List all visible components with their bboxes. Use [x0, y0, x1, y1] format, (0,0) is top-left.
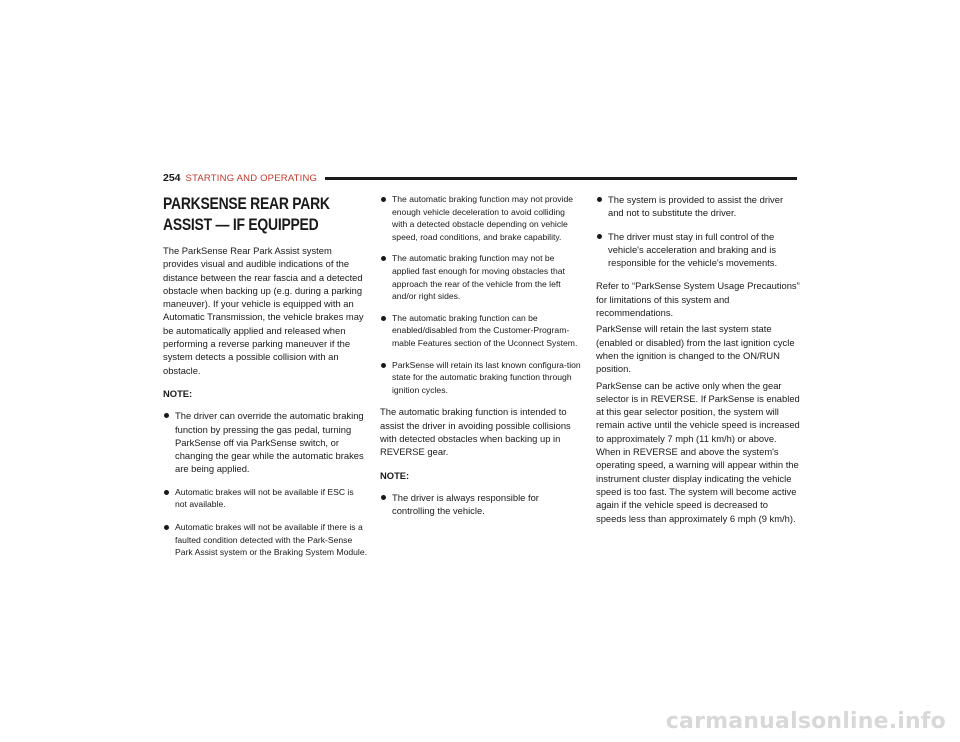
intro-paragraph: The ParkSense Rear Park Assist system provides visual and audible indications of the distance between the rear fascia and a detected obstacle when backing up (e.g. during a parking maneuver). If your vehicle is equipped with an Automatic Transmission, the vehicle brakes may be automatically applied and released when performing a reverse parking maneuver if the system detects a possible collision with an obstacle.: [163, 245, 364, 376]
braking-paragraph: The automatic braking function is intended to assist the driver in avoiding possible collisions with detected obstacles when backing up in REVERSE gear.: [380, 406, 571, 458]
column-2: [380, 193, 582, 526]
note-label: NOTE:: [163, 387, 193, 399]
header-rule: [325, 177, 797, 180]
bullet-icon: [381, 495, 386, 500]
note-label: NOTE:: [380, 469, 410, 481]
paragraph: ParkSense will retain the last system state (enabled or disabled) from the last ignition cycle when the ignition is changed to the ON/RUN position.: [596, 323, 795, 375]
list-item: The automatic braking function may not be applied fast enough for moving obstacles that approach the rear of the vehicle from the left and/or right sides.: [380, 252, 582, 302]
column-3: [596, 193, 800, 528]
list-item: The driver is always responsible for controlling the vehicle.: [380, 491, 582, 518]
list-item: The driver can override the automatic braking function by pressing the gas pedal, turning ParkSense off via ParkSense switch, or changing the gear while the automatic brakes are being applied.: [163, 409, 367, 475]
list-item: The driver must stay in full control of the vehicle's acceleration and braking and is responsible for the vehicle's movements.: [596, 230, 800, 270]
page-number: 254: [163, 172, 181, 184]
column-1: [163, 193, 367, 569]
note-list: [163, 409, 367, 558]
bullet-icon: [381, 316, 386, 321]
bullet-icon: [164, 490, 169, 495]
bullet-icon: [381, 197, 386, 202]
paragraph: Refer to “ParkSense System Usage Precautions” for limitations of this system and recommendations.: [596, 280, 800, 319]
note-list-2: [380, 491, 582, 518]
watermark: carmanualsonline.info: [665, 709, 946, 734]
bullet-icon: [381, 363, 386, 368]
page-title: PARKSENSE REAR PARK ASSIST — IF EQUIPPED: [163, 194, 330, 234]
bullet-icon: [164, 413, 169, 418]
section-title: STARTING AND OPERATING: [185, 172, 318, 184]
list-item: Automatic brakes will not be available if there is a faulted condition detected with the Park-Sense Park Assist system or the Braking System Module.: [163, 521, 367, 559]
bullet-icon: [597, 197, 602, 202]
bullet-icon: [381, 256, 386, 261]
note-list-continued: [380, 193, 582, 396]
bullet-icon: [164, 525, 169, 530]
list-item: The system is provided to assist the driver and not to substitute the driver.: [596, 193, 800, 220]
list-item: ParkSense will retain its last known configura-tion state for the automatic braking function through ignition cycles.: [380, 359, 582, 397]
page-header: [163, 170, 797, 186]
note-list-2-continued: [596, 193, 800, 269]
list-item: Automatic brakes will not be available if ESC is not available.: [163, 486, 367, 511]
bullet-icon: [597, 234, 602, 239]
paragraph: ParkSense can be active only when the gear selector is in REVERSE. If ParkSense is enabled at this gear selector position, the system will remain active until the vehicle speed is increased to approximately 7 mph (11 km/h) or above. When in REVERSE and above the system's operating speed, a warning will appear within the instrument cluster display indicating the vehicle speed is too fast. The system will become active again if the vehicle speed is decreased to speeds less than approximately 6 mph (9 km/h).: [596, 379, 800, 524]
list-item: The automatic braking function can be enabled/disabled from the Customer-Program-mable Features section of the Uconnect System.: [380, 312, 582, 350]
list-item: The automatic braking function may not provide enough vehicle deceleration to avoid colliding with a detected obstacle depending on vehicle speed, road conditions, and brake capability.: [380, 193, 582, 243]
